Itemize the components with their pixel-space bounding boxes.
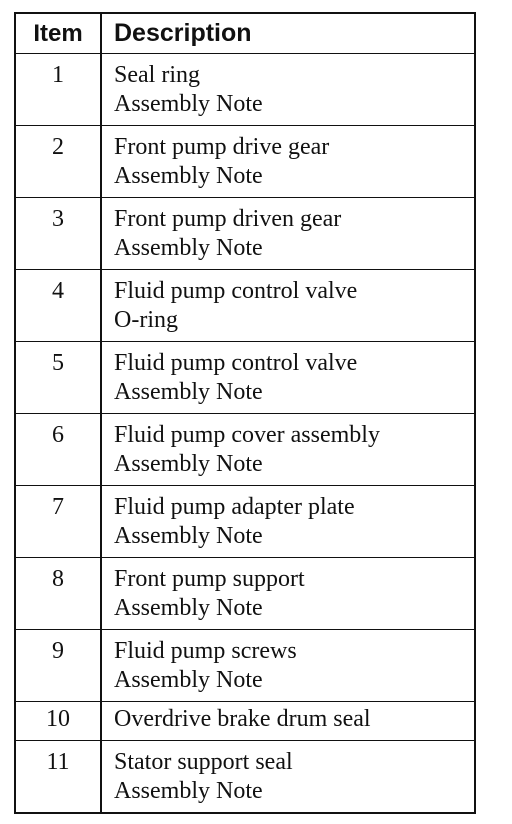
item-description	[102, 414, 474, 485]
item-description	[102, 558, 474, 629]
table-row	[16, 341, 474, 413]
item-number: 11	[16, 741, 102, 812]
item-description	[102, 342, 474, 413]
item-number: 2	[16, 126, 102, 197]
item-number: 1	[16, 54, 102, 125]
item-number: 3	[16, 198, 102, 269]
table-row	[16, 53, 474, 125]
table-header-row	[16, 14, 474, 53]
item-description	[102, 198, 474, 269]
item-number: 9	[16, 630, 102, 701]
item-description	[102, 270, 474, 341]
table-row	[16, 740, 474, 812]
item-number: 6	[16, 414, 102, 485]
description-line: Fluid pump control valve	[114, 350, 358, 376]
table-row	[16, 413, 474, 485]
description-note: Assembly Note	[114, 163, 263, 189]
table-row	[16, 485, 474, 557]
table-row	[16, 269, 474, 341]
item-number: 5	[16, 342, 102, 413]
description-line: Overdrive brake drum seal	[114, 706, 371, 732]
description-note: Assembly Note	[114, 523, 263, 549]
item-description	[102, 54, 474, 125]
description-note: Assembly Note	[114, 778, 263, 804]
description-line: Front pump driven gear	[114, 206, 342, 232]
table-row	[16, 701, 474, 740]
item-number: 7	[16, 486, 102, 557]
item-number: 4	[16, 270, 102, 341]
description-note: Assembly Note	[114, 451, 263, 477]
description-note: Assembly Note	[114, 379, 263, 405]
description-note: Assembly Note	[114, 91, 263, 117]
item-description	[102, 486, 474, 557]
item-description	[102, 126, 474, 197]
description-note: O-ring	[114, 307, 178, 333]
description-note: Assembly Note	[114, 235, 263, 261]
description-note: Assembly Note	[114, 667, 263, 693]
table-row	[16, 125, 474, 197]
table-row	[16, 629, 474, 701]
description-line: Fluid pump cover assembly	[114, 422, 380, 448]
item-number: 10	[16, 702, 102, 740]
item-description	[102, 702, 474, 740]
table-row	[16, 557, 474, 629]
description-note: Assembly Note	[114, 595, 263, 621]
parts-table	[14, 12, 476, 814]
item-column-header: Item	[16, 14, 102, 53]
item-description	[102, 741, 474, 812]
description-line: Seal ring	[114, 62, 200, 88]
description-line: Fluid pump control valve	[114, 278, 358, 304]
description-column-header: Description	[114, 19, 252, 47]
table-row	[16, 197, 474, 269]
item-description	[102, 630, 474, 701]
description-line: Fluid pump adapter plate	[114, 494, 355, 520]
description-line: Front pump support	[114, 566, 305, 592]
description-line: Front pump drive gear	[114, 134, 330, 160]
item-number: 8	[16, 558, 102, 629]
description-line: Stator support seal	[114, 749, 293, 775]
description-line: Fluid pump screws	[114, 638, 297, 664]
